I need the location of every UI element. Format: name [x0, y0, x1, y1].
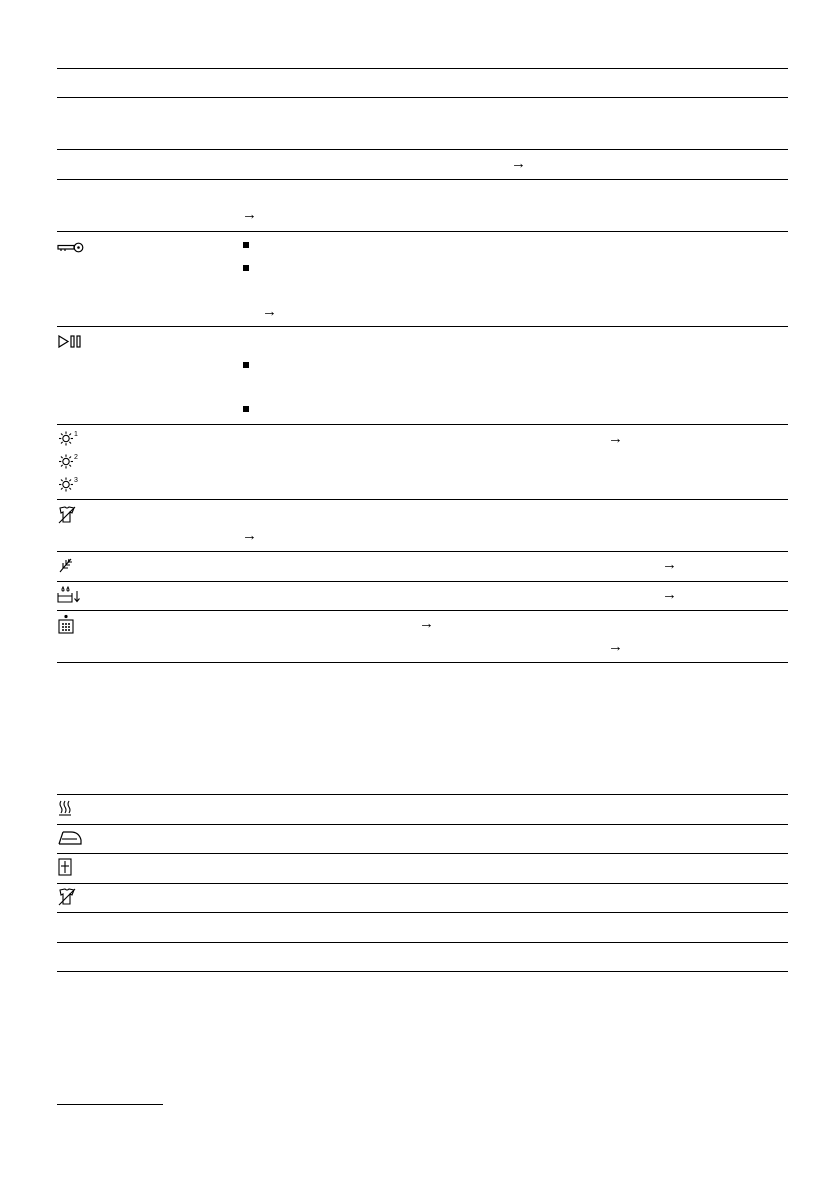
footnote-rule	[57, 1104, 163, 1105]
arrow-icon: →	[419, 615, 434, 632]
arrow-icon: →	[242, 206, 257, 223]
light-level-label: 1	[74, 431, 78, 438]
wool-icon	[58, 557, 74, 573]
water-fill-icon	[57, 586, 81, 603]
list-bullet	[243, 242, 249, 248]
arrow-icon: →	[608, 638, 623, 655]
list-bullet	[243, 265, 249, 271]
arrow-icon: →	[262, 303, 277, 320]
table-rule	[57, 551, 788, 552]
table-rule	[57, 824, 788, 825]
light-level-label: 2	[74, 454, 78, 461]
arrow-icon: →	[662, 556, 677, 573]
shirt-icon	[58, 888, 76, 906]
play-pause-icon	[58, 335, 82, 348]
list-bullet	[243, 362, 249, 368]
table-rule	[57, 231, 788, 232]
arrow-icon: →	[608, 430, 623, 447]
table-rule	[57, 326, 788, 327]
list-bullet	[243, 406, 249, 412]
table-rule	[57, 942, 788, 943]
shirt-icon	[58, 506, 76, 524]
drum-clean-icon	[58, 614, 74, 634]
table-rule	[57, 179, 788, 180]
table-rule	[57, 853, 788, 854]
iron-icon	[57, 830, 83, 846]
table-rule	[57, 424, 788, 425]
table-rule	[57, 149, 788, 150]
arrow-icon: →	[511, 155, 526, 172]
cabinet-icon	[58, 858, 72, 876]
table-rule	[57, 912, 788, 913]
table-rule	[57, 68, 788, 69]
table-rule	[57, 883, 788, 884]
table-rule	[57, 662, 788, 663]
light-level-3-icon	[58, 476, 80, 492]
key-icon	[57, 242, 85, 254]
arrow-icon: →	[662, 586, 677, 603]
arrow-icon: →	[242, 527, 257, 544]
heat-icon	[58, 800, 72, 816]
table-rule	[57, 581, 788, 582]
light-level-2-icon	[58, 453, 80, 469]
table-rule	[57, 499, 788, 500]
table-rule	[57, 97, 788, 98]
table-rule	[57, 610, 788, 611]
light-level-1-icon	[58, 430, 80, 446]
table-rule	[57, 794, 788, 795]
light-level-label: 3	[74, 477, 78, 484]
table-rule	[57, 971, 788, 972]
